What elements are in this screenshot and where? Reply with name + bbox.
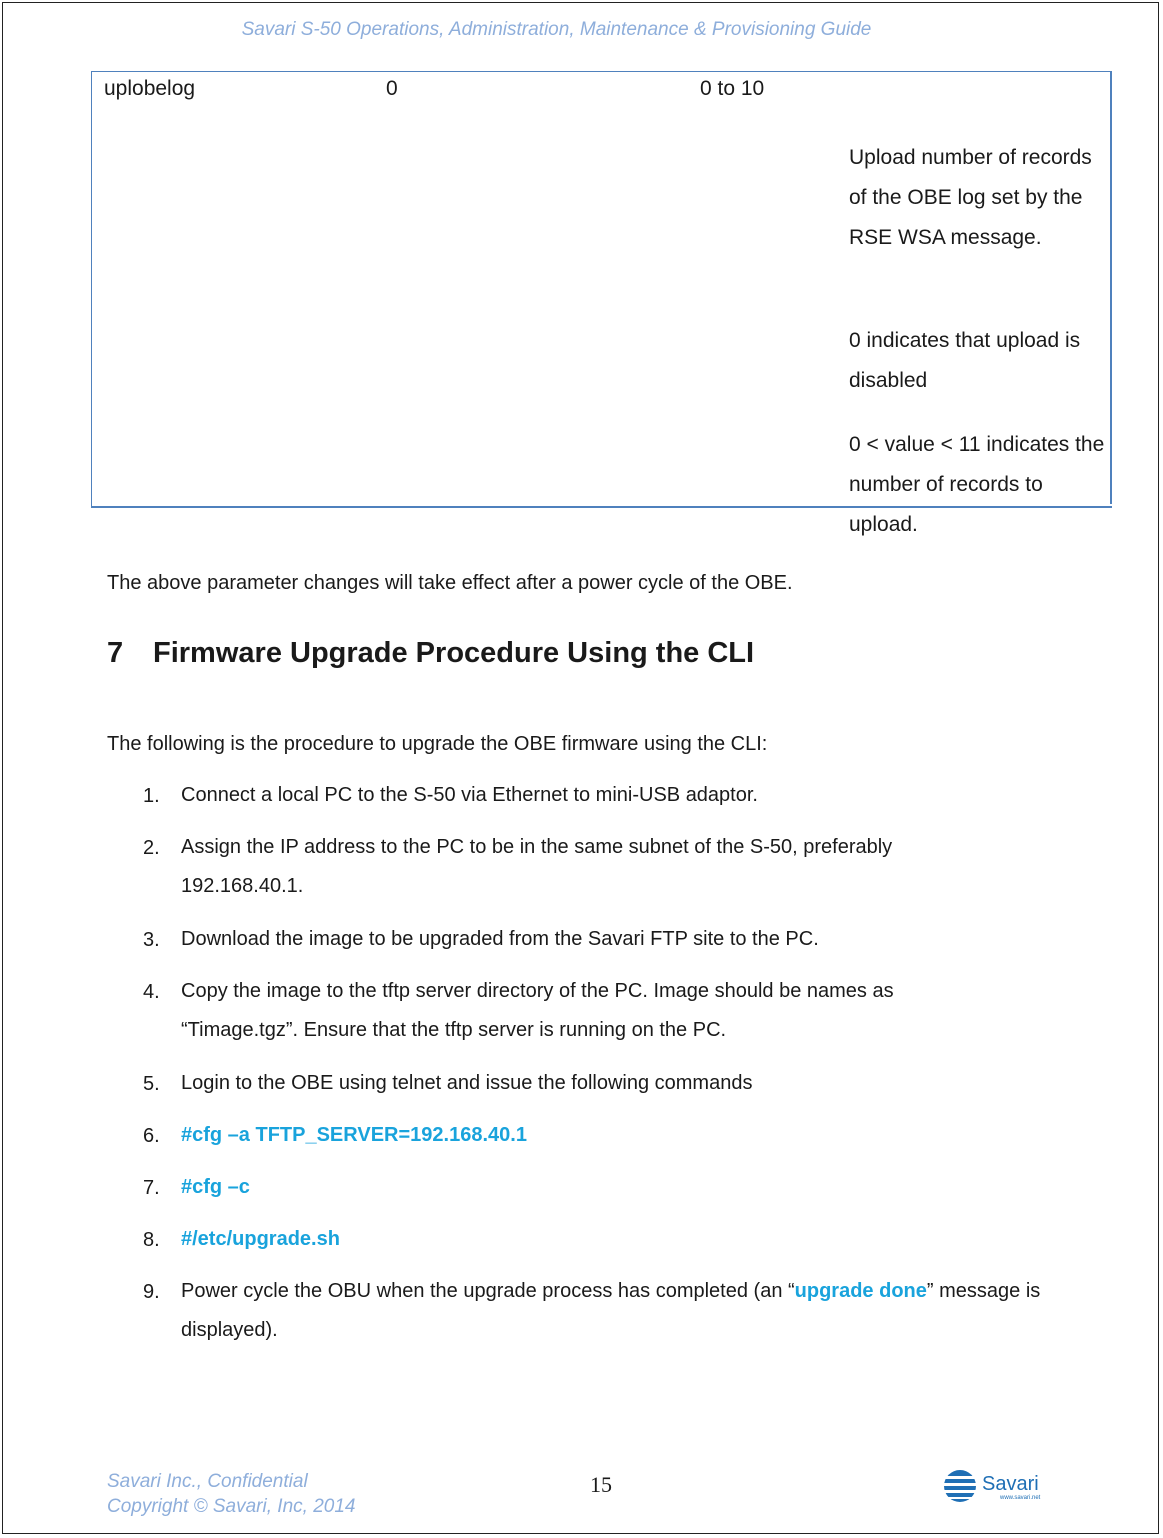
- parameter-description-3: 0 < value < 11 indicates the number of records to upload.: [849, 433, 1105, 536]
- section-title: Firmware Upgrade Procedure Using the CLI: [153, 637, 755, 669]
- step-text: Download the image to be upgraded from the Savari FTP site to the PC.: [181, 928, 819, 950]
- step-number: 2.: [143, 837, 160, 859]
- command-text: #cfg –a TFTP_SERVER=192.168.40.1: [181, 1124, 527, 1146]
- savari-logo: [942, 1466, 1050, 1506]
- step-number: 9.: [143, 1281, 160, 1303]
- parameter-note: The above parameter changes will take effect after a power cycle of the OBE.: [107, 572, 793, 594]
- parameter-description-1: Upload number of records of the OBE log set by the RSE WSA message.: [849, 146, 1092, 249]
- step-number: 7.: [143, 1177, 160, 1199]
- parameter-table: [91, 71, 1112, 536]
- header-title: Savari S-50 Operations, Administration, Maintenance & Provisioning Guide: [241, 19, 872, 40]
- footer-company: Savari Inc., Confidential: [107, 1471, 308, 1492]
- parameter-name: uplobelog: [104, 77, 196, 100]
- globe-icon: [944, 1470, 976, 1502]
- section-intro: The following is the procedure to upgrade the OBE firmware using the CLI:: [107, 733, 768, 755]
- page-number: 15: [590, 1472, 612, 1497]
- step-text: Login to the OBE using telnet and issue the following commands: [181, 1072, 753, 1094]
- step-text-before: Power cycle the OBU when the upgrade process has completed (an “: [181, 1280, 795, 1302]
- parameter-range: 0 to 10: [700, 77, 765, 100]
- step-number: 6.: [143, 1125, 160, 1147]
- logo-wordmark: Savari: [982, 1473, 1039, 1495]
- step-text: Copy the image to the tftp server directory of the PC. Image should be names as “Timage.tgz”. Ensure that the tftp server is running on the PC.: [181, 980, 894, 1041]
- footer-left: [107, 1469, 355, 1519]
- section-number: 7: [107, 637, 124, 669]
- command-text: #/etc/upgrade.sh: [181, 1228, 340, 1250]
- step-text-after: ” message is displayed).: [181, 1280, 1041, 1341]
- logo-url: www.savari.net: [1000, 1495, 1041, 1501]
- step-number: 5.: [143, 1073, 160, 1095]
- step-text: Connect a local PC to the S-50 via Ethernet to mini-USB adaptor.: [181, 784, 758, 806]
- step-number: 3.: [143, 929, 160, 951]
- step-number: 8.: [143, 1229, 160, 1251]
- step-text: [181, 1272, 1051, 1350]
- upgrade-done-highlight: upgrade done: [794, 1280, 927, 1302]
- parameter-description-2: 0 indicates that upload is disabled: [849, 329, 1081, 392]
- step-text: Assign the IP address to the PC to be in the same subnet of the S-50, preferably 192.168.40.1.: [181, 836, 893, 897]
- command-text: #cfg –c: [181, 1176, 250, 1198]
- step-number: 1.: [143, 785, 160, 807]
- footer-copyright: Copyright © Savari, Inc, 2014: [107, 1496, 356, 1517]
- step-number: 4.: [143, 981, 160, 1003]
- section-heading: [107, 637, 754, 670]
- parameter-default: 0: [386, 77, 398, 100]
